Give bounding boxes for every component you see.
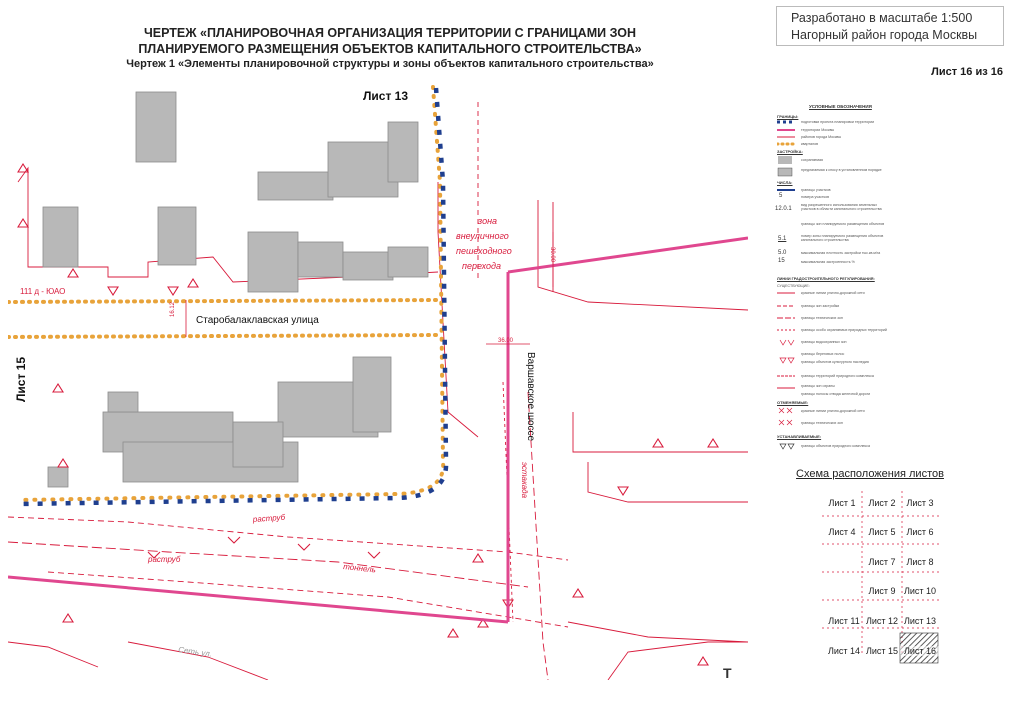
title-line-1: ЧЕРТЕЖ «ПЛАНИРОВОЧНАЯ ОРГАНИЗАЦИЯ ТЕРРИТОРИИ С ГРАНИЦАМИ ЗОН xyxy=(143,26,636,40)
legend-red-7: границы объектов культурного наследия xyxy=(801,360,869,364)
label-bottom: Сеть ул. xyxy=(177,645,213,659)
sheet-number: Лист 16 из 16 xyxy=(931,66,1003,78)
scheme-title: Схема расположения листов xyxy=(796,468,944,480)
legend-text-1: вид разрешенного использования земельных участков в области капитального строительства xyxy=(801,203,882,211)
legend-sym-1: 5 xyxy=(779,193,783,199)
legend-red-4: границы особо охраняемых природных территорий xyxy=(801,328,887,332)
legend-border-2: территории Москвы xyxy=(801,128,835,132)
legend-text-4: максимальная плотность застройки тыс.кв.м/га xyxy=(801,251,881,255)
sheet-label-top: Лист 13 xyxy=(363,89,409,103)
street-name: Старобалаклавская улица xyxy=(196,315,319,326)
legend-red-3: границы технических зон xyxy=(801,316,843,320)
subtitle: Чертеж 1 «Элементы планировочной структуры и зоны объектов капитального строительства» xyxy=(126,58,654,70)
zone-label-1: зона xyxy=(478,216,498,226)
legend-sym-4: 5.0 xyxy=(778,250,787,256)
legend-new-head: УСТАНАВЛИВАЕМЫЕ: xyxy=(777,434,822,439)
scale-stamp xyxy=(776,6,1004,46)
legend-redlines-head: ЛИНИИ ГРАДОСТРОИТЕЛЬНОГО РЕГУЛИРОВАНИЯ: xyxy=(777,277,875,281)
legend-sym-2: 12.0.1 xyxy=(775,206,792,212)
dimension-label-2: 36.00 xyxy=(498,338,514,344)
legend xyxy=(773,104,895,454)
zone-label-3: пешеходного xyxy=(456,246,512,256)
scheme-sheet-11[interactable]: Лист 11 xyxy=(828,616,860,626)
scheme-sheet-10[interactable]: Лист 10 xyxy=(903,586,937,596)
dimension-label-3: 16.12 xyxy=(170,301,176,317)
legend-red-10: границы полосы отвода железной дороги xyxy=(801,392,871,396)
legend-new-1: границы объектов природного комплекса xyxy=(801,444,870,448)
legend-red-6: границы береговых полос xyxy=(801,352,845,356)
zone-label-2: внеуличного xyxy=(456,231,509,241)
legend-building-1: сохраняемая xyxy=(801,158,823,162)
district-name: Нагорный район города Москвы xyxy=(791,28,978,42)
legend-text-5: максимальная застроенность % xyxy=(801,260,855,264)
legend-building-2: предлагаемая к сносу в установленном порядке xyxy=(801,168,882,172)
sheet-label-left: Лист 15 xyxy=(14,356,28,402)
label-estakada: эстакада xyxy=(520,462,529,499)
zone-label-4: перехода xyxy=(462,261,501,271)
scale-note: Разработано в масштабе 1:500 xyxy=(791,11,973,25)
legend-numbers-head: ЧИСЛА: xyxy=(777,180,793,185)
scheme-sheet-4[interactable]: Лист 4 xyxy=(828,527,856,537)
legend-sym-3: 5.1 xyxy=(778,236,787,242)
scheme-cells xyxy=(820,486,945,666)
scheme-sheet-1[interactable]: Лист 1 xyxy=(828,498,856,508)
legend-sym-5: 15 xyxy=(778,258,785,264)
legend-cancel-1: красные линии улично-дорожной сети xyxy=(801,409,865,413)
legend-red-9: границы зон охраны xyxy=(801,384,835,388)
scheme-sheet-2[interactable]: Лист 2 xyxy=(868,498,896,508)
label-corner: Т xyxy=(723,665,732,680)
scheme-sheet-7[interactable]: Лист 7 xyxy=(868,557,896,567)
title-line-2: ПЛАНИРУЕМОГО РАЗМЕЩЕНИЯ ОБЪЕКТОВ КАПИТАЛЬНОГО СТРОИТЕЛЬСТВА» xyxy=(138,42,642,56)
legend-red-5: границы водоохранных зон xyxy=(801,340,847,344)
label-rastrub-1: раструб xyxy=(252,512,286,524)
scheme-sheet-9[interactable]: Лист 9 xyxy=(868,586,896,596)
legend-border-3: районов города Москвы xyxy=(801,135,842,139)
highway-name: Варшавское шоссе xyxy=(525,352,536,442)
legend-border-1: подготовки проекта планировки территории xyxy=(801,120,875,124)
dimension-label-1: 30.00 xyxy=(549,247,555,263)
scheme-sheet-16[interactable]: Лист 16 xyxy=(900,646,940,656)
legend-red-1: красные линии улично-дорожной сети xyxy=(801,291,865,295)
legend-red-2: границы зон застройки xyxy=(801,304,840,308)
legend-text-3: границы зон планируемого размещения объектов xyxy=(801,222,885,226)
map-svg xyxy=(8,82,748,680)
legend-symbols xyxy=(777,118,797,458)
legend-num-2: номера участков xyxy=(801,195,830,199)
scheme-sheet-13[interactable]: Лист 13 xyxy=(903,616,937,626)
map-area[interactable] xyxy=(8,82,748,680)
legend-cancel-head: ОТМЕНЯЕМЫЕ: xyxy=(777,400,809,405)
scheme-sheet-8[interactable]: Лист 8 xyxy=(906,557,934,567)
scheme-sheet-14[interactable]: Лист 14 xyxy=(827,646,861,656)
scheme-sheet-3[interactable]: Лист 3 xyxy=(906,498,934,508)
legend-buildings-head: ЗАСТРОЙКА: xyxy=(777,149,803,154)
scheme-sheet-6[interactable]: Лист 6 xyxy=(906,527,934,537)
legend-num-1: границы участков xyxy=(801,188,831,192)
scheme-sheet-5[interactable]: Лист 5 xyxy=(868,527,896,537)
legend-border-4: кварталов xyxy=(801,142,819,146)
legend-red-8: границы территорий природного комплекса xyxy=(801,374,874,378)
buildings xyxy=(43,92,428,487)
scheme-sheet-15[interactable]: Лист 15 xyxy=(865,646,899,656)
legend-existing-head: СУЩЕСТВУЮЩИЕ: xyxy=(777,284,810,288)
scheme-sheet-12[interactable]: Лист 12 xyxy=(865,616,899,626)
legend-cancel-2: границы технических зон xyxy=(801,421,843,425)
label-tonnel: тоннель xyxy=(342,562,377,575)
legend-borders-head: ГРАНИЦЫ: xyxy=(777,114,799,119)
legend-title: УСЛОВНЫЕ ОБОЗНАЧЕНИЯ xyxy=(809,104,872,109)
label-rastrub-2: раструб xyxy=(148,555,181,564)
label-uao: 111 д - ЮАО xyxy=(20,287,66,296)
legend-text-2: номер зоны планируемого размещения объектов капитального строительства xyxy=(801,234,884,242)
